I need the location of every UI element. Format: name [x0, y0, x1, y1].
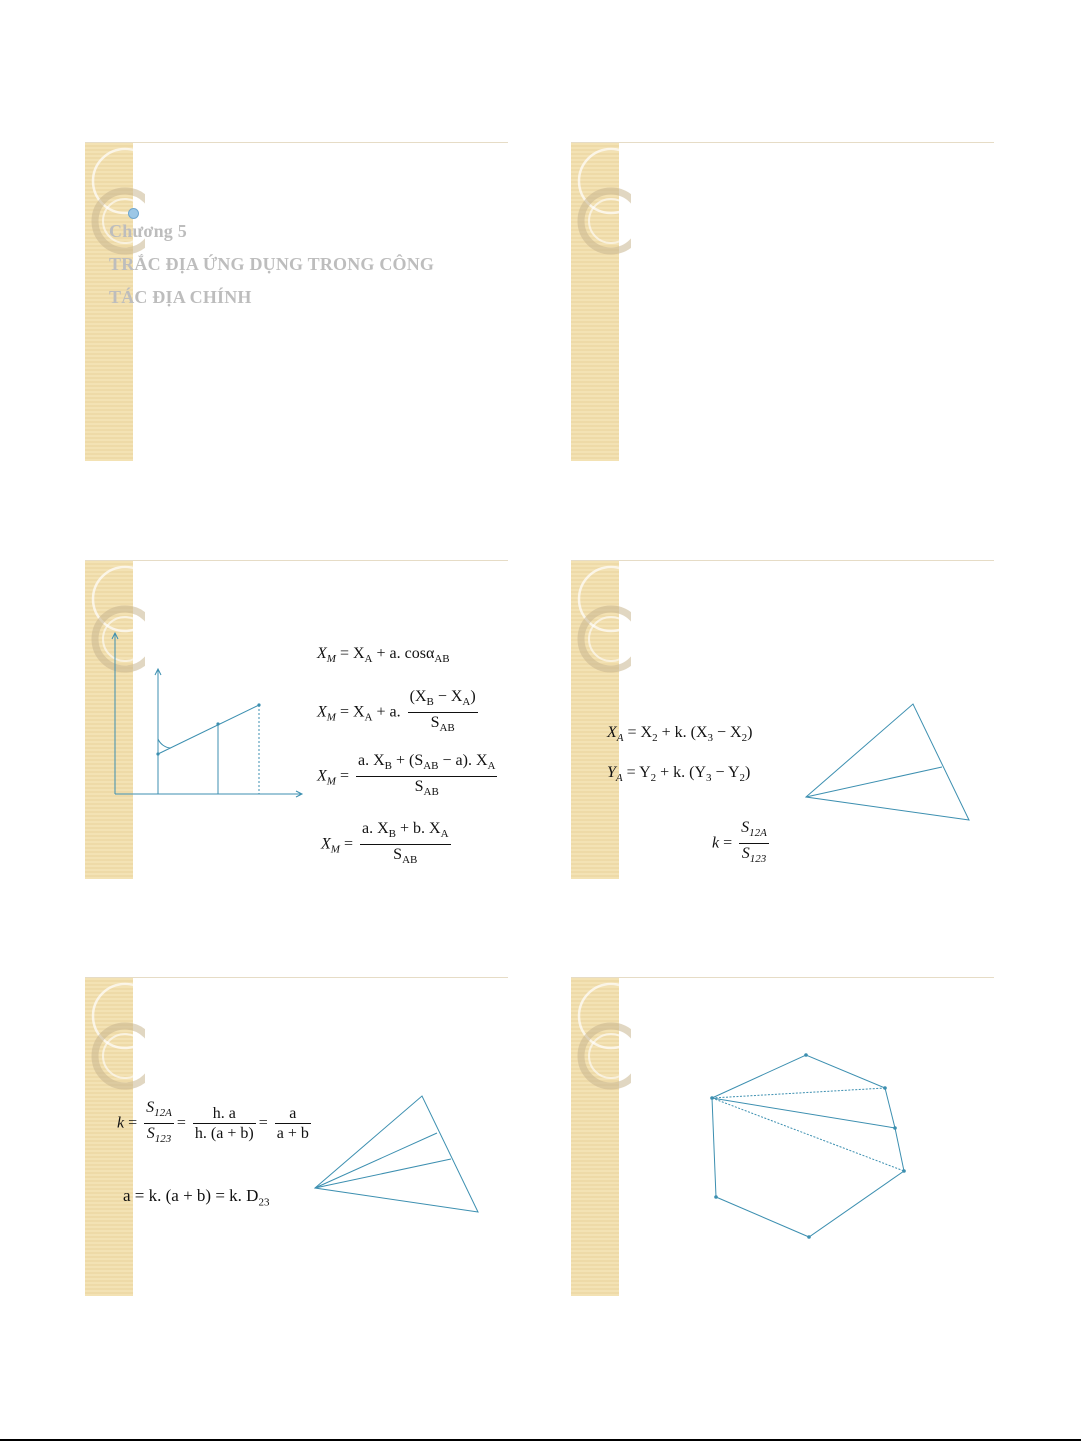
fraction: $\frac{a}{a + b}$ — [276, 1105, 309, 1143]
fraction: $\frac{h. a}{h. (a + b)}$ — [194, 1105, 254, 1143]
ring-decoration-icon — [571, 143, 631, 263]
triangle-diagram — [571, 561, 994, 879]
slide-6-polygon — [571, 977, 994, 1296]
equation-k-ratio: k = $\frac{S_{12A}}{S_{123}}$ = $\frac{h. a}{h. (a + b)}$ = $\frac{a}{a + b}$ — [117, 1098, 314, 1149]
title-line-1: TRẮC ĐỊA ỨNG DỤNG TRONG CÔNG — [109, 254, 435, 274]
dividing-line-1 — [712, 1088, 885, 1098]
dividing-line-2 — [712, 1098, 895, 1128]
polygon-diagram — [571, 978, 994, 1296]
vertex-point — [883, 1086, 887, 1090]
slide-3-interpolation — [85, 560, 508, 879]
equation-xm-1: $X_M = X_A + a$. cosα$_{AB}$ — [317, 645, 450, 666]
azimuth-angle-arc — [158, 739, 171, 748]
vertex-point — [710, 1096, 714, 1100]
equation-xm-2: $X_M = X_A + a$. $\frac{(X_B - X_A)}{S_{AB}}$ — [317, 687, 481, 738]
triangle-split-line-2 — [315, 1159, 451, 1188]
slide-5-triangle-segments — [85, 977, 508, 1296]
triangle-123 — [806, 704, 969, 820]
segment-ab — [158, 705, 259, 754]
chapter-number: Chương 5 — [109, 221, 187, 241]
vertex-point — [804, 1053, 808, 1057]
fraction: $\frac{S_{12A}}{S_{123}}$ — [741, 819, 767, 866]
vertex-point — [893, 1126, 897, 1130]
triangle-split-line — [806, 767, 942, 797]
vertex-point — [807, 1235, 811, 1239]
fraction: $\frac{a. X_B + (S_{AB} - a). X_A}{S_{AB}}$ — [357, 752, 496, 799]
dividing-line-3 — [712, 1098, 904, 1171]
equation-ya: $Y_A = Y_2 + k$. $(Y_3 - Y_2)$ — [607, 764, 751, 785]
fraction: $\frac{(X_B - X_A)}{S_{AB}}$ — [409, 688, 476, 735]
slide-1-title — [85, 142, 508, 461]
equation-xm-4: $X_M$ = $\frac{a. X_B + b. X_A}{S_{AB}}$ — [321, 819, 454, 870]
point-b — [257, 703, 260, 706]
triangle-123 — [315, 1096, 478, 1212]
fraction: $\frac{S_{12A}}{S_{123}}$ — [146, 1099, 172, 1146]
parcel-polygon — [712, 1055, 904, 1237]
equation-a: a = k. (a + b) = k. $D_{23}$ — [123, 1186, 270, 1209]
triangle-split-line-1 — [315, 1133, 437, 1188]
point-a — [156, 752, 159, 755]
equation-k: k = $\frac{S_{12A}}{S_{123}}$ — [712, 818, 772, 869]
vertex-point — [902, 1169, 906, 1173]
fraction: $\frac{a. X_B + b. X_A}{S_{AB}}$ — [361, 820, 449, 867]
chapter-title — [109, 215, 434, 314]
point-m — [216, 722, 219, 725]
vertex-point — [714, 1195, 718, 1199]
equation-xm-3: $X_M$ = $\frac{a. X_B + (S_{AB} - a). X_A}{S_{AB}}$ — [317, 751, 500, 802]
slide-4-triangle-ratio — [571, 560, 994, 879]
equation-xa: $X_A = X_2 + k$. $(X_3 - X_2)$ — [607, 724, 753, 745]
slide-2-blank — [571, 142, 994, 461]
title-line-2: TÁC ĐỊA CHÍNH — [109, 287, 252, 307]
